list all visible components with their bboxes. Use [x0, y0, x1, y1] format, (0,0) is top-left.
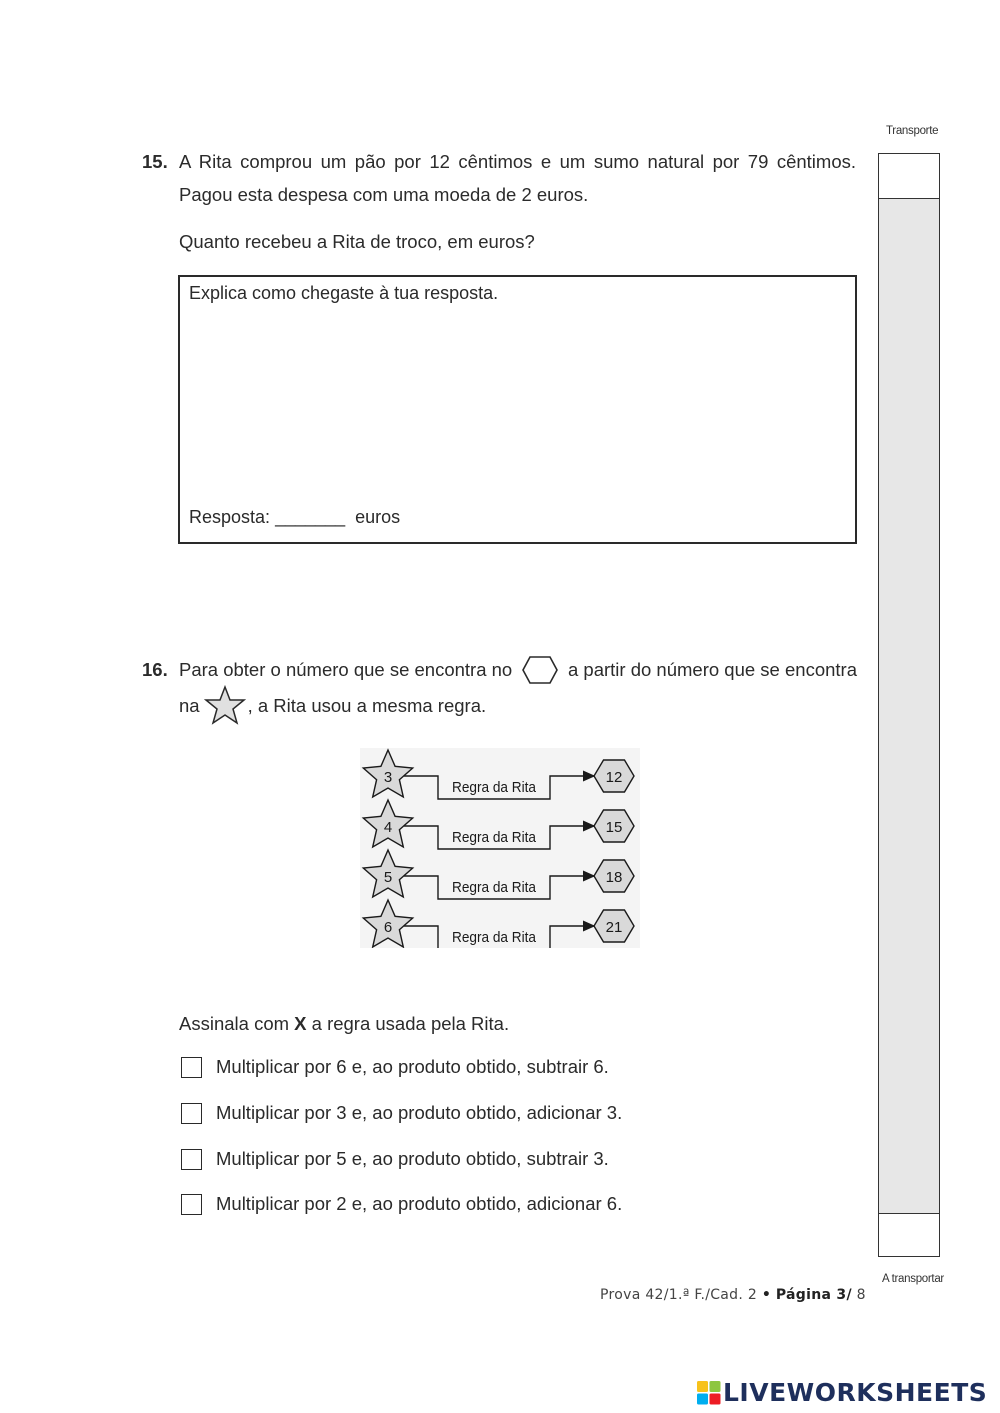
footer-bullet: •	[761, 1287, 772, 1303]
q16-line1-end: a partir do número que se encontra	[568, 659, 857, 680]
rule-diagram	[360, 748, 640, 948]
input-value-1: 3	[383, 769, 393, 786]
option-4-label: Multiplicar por 2 e, ao produto obtido, adicionar 6.	[216, 1193, 623, 1214]
instruction-start: Assinala com	[179, 1013, 290, 1034]
rule-label-1: Regra da Rita	[452, 780, 537, 796]
output-value-3: 18	[605, 869, 623, 886]
input-value-3: 5	[383, 869, 393, 886]
liveworksheets-logo[interactable]	[697, 1378, 987, 1407]
answer-box-15[interactable]	[178, 275, 857, 544]
option-1-checkbox[interactable]	[181, 1057, 202, 1078]
q16-line2-end: , a Rita usou a mesma regra.	[247, 694, 487, 716]
question-16-number: 16.	[142, 659, 168, 680]
page-footer	[600, 1287, 866, 1303]
option-4-checkbox[interactable]	[181, 1194, 202, 1215]
output-value-2: 15	[605, 819, 623, 836]
rule-label-2: Regra da Rita	[452, 830, 537, 846]
option-2[interactable]	[181, 1102, 622, 1124]
footer-total: 8	[856, 1287, 866, 1303]
option-2-label: Multiplicar por 3 e, ao produto obtido, adicionar 3.	[216, 1102, 623, 1123]
liveworksheets-wordmark: LIVEWORKSHEETS	[723, 1378, 988, 1407]
option-4[interactable]	[181, 1193, 622, 1215]
option-1[interactable]	[181, 1056, 609, 1078]
input-value-2: 4	[383, 819, 393, 836]
question-16-line2	[179, 685, 486, 725]
option-3-checkbox[interactable]	[181, 1149, 202, 1170]
answer-label: Resposta:	[189, 507, 271, 527]
option-3-label: Multiplicar por 5 e, ao produto obtido, subtrair 3.	[216, 1148, 609, 1169]
question-16-line1	[179, 653, 857, 686]
input-value-4: 6	[383, 919, 393, 936]
star-icon	[204, 685, 246, 725]
option-2-checkbox[interactable]	[181, 1103, 202, 1124]
rule-label-3: Regra da Rita	[452, 880, 537, 896]
question-15-prompt: Quanto recebeu a Rita de troco, em euros?	[179, 231, 535, 252]
answer-line	[189, 507, 400, 528]
question-15-line1: A Rita comprou um pão por 12 cêntimos e um sumo natural por 79 cêntimos.	[179, 151, 856, 172]
tally-column	[878, 153, 940, 1257]
instruction-end: a regra usada pela Rita.	[311, 1013, 510, 1034]
explain-instruction: Explica como chegaste à tua resposta.	[189, 283, 499, 303]
transporte-label: Transporte	[886, 125, 939, 137]
answer-unit: euros	[355, 507, 401, 527]
q16-line2-start: na	[179, 694, 200, 716]
tally-column-body	[879, 198, 939, 1214]
instruction-x-mark: X	[294, 1013, 307, 1034]
footer-page: Página 3/	[775, 1287, 852, 1303]
option-1-label: Multiplicar por 6 e, ao produto obtido, subtrair 6.	[216, 1056, 609, 1077]
footer-exam-code: Prova 42/1.ª F./Cad. 2	[600, 1287, 758, 1303]
hexagon-icon	[521, 655, 559, 685]
rule-diagram-svg	[360, 748, 640, 948]
question-15-line2: Pagou esta despesa com uma moeda de 2 euros.	[179, 184, 589, 205]
answer-blank[interactable]: _______	[275, 507, 346, 527]
rule-label-4: Regra da Rita	[452, 930, 537, 946]
a-transportar-label: A transportar	[882, 1273, 944, 1285]
option-3[interactable]	[181, 1148, 609, 1170]
question-15-number: 15.	[142, 151, 168, 172]
q16-instruction	[179, 1007, 509, 1040]
output-value-1: 12	[605, 769, 623, 786]
output-value-4: 21	[605, 919, 623, 936]
liveworksheets-logo-icon	[697, 1381, 721, 1405]
q16-line1-start: Para obter o número que se encontra no	[179, 659, 513, 680]
